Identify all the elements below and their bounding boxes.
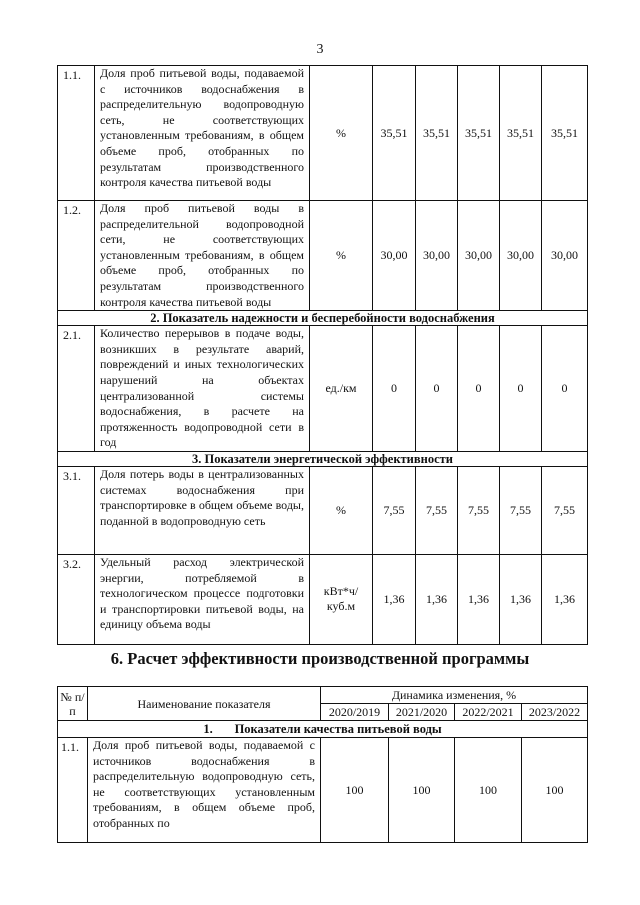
row-number: 2.1.	[58, 326, 95, 452]
page-number: 3	[316, 42, 324, 57]
row-number: 3.2.	[58, 554, 95, 644]
value-cell: 100	[522, 738, 588, 843]
value-cell: 0	[542, 326, 588, 452]
header-year: 2022/2021	[455, 704, 522, 721]
value-cell: 35,51	[500, 66, 542, 201]
value-cell: 7,55	[500, 466, 542, 554]
value-cell: 30,00	[500, 201, 542, 311]
value-cell: 35,51	[416, 66, 458, 201]
value-cell: 35,51	[458, 66, 500, 201]
value-cell: 7,55	[373, 466, 416, 554]
value-cell: 35,51	[542, 66, 588, 201]
value-cell: 100	[455, 738, 522, 843]
value-cell: 7,55	[458, 466, 500, 554]
row-number: 3.1.	[58, 466, 95, 554]
value-cell: 1,36	[542, 554, 588, 644]
efficiency-table	[57, 686, 588, 843]
table-row	[58, 201, 588, 311]
row-number: 1.1.	[58, 738, 88, 843]
value-cell: 7,55	[416, 466, 458, 554]
header-number: № п/п	[58, 687, 88, 721]
table-row	[58, 738, 588, 843]
value-cell: 1,36	[373, 554, 416, 644]
value-cell: 7,55	[542, 466, 588, 554]
unit-cell: кВт*ч/ куб.м	[310, 554, 373, 644]
table-row	[58, 466, 588, 554]
value-cell: 35,51	[373, 66, 416, 201]
header-row	[58, 687, 588, 704]
indicator-name: Доля проб питьевой воды, подаваемой с источников водоснабжения в распределительную водопроводную сеть, не соответствующих установленным требованиям, в общем объеме проб, отобранных по	[88, 738, 321, 843]
indicators-table	[57, 65, 588, 645]
unit-cell: ед./км	[310, 326, 373, 452]
indicator-name: Доля проб питьевой воды, подаваемой с источников водоснабжения в распределительную водопроводную сеть, не соответствующих установленным требованиям, в общем объеме проб, отобранных по результатам производственного контроля качества питьевой воды	[95, 66, 310, 201]
value-cell: 0	[373, 326, 416, 452]
table-row	[58, 66, 588, 201]
value-cell: 0	[500, 326, 542, 452]
row-number: 1.2.	[58, 201, 95, 311]
header-name: Наименование показателя	[88, 687, 321, 721]
indicator-name: Доля проб питьевой воды в распределительной водопроводной сети, не соответствующих установленным требованиям, в общем объеме проб, отобранных по результатам производственного контроля качества питьевой воды	[95, 201, 310, 311]
value-cell: 1,36	[458, 554, 500, 644]
value-cell: 30,00	[458, 201, 500, 311]
row-number: 1.1.	[58, 66, 95, 201]
value-cell: 1,36	[416, 554, 458, 644]
value-cell: 0	[416, 326, 458, 452]
value-cell: 30,00	[373, 201, 416, 311]
section-row	[58, 311, 588, 326]
header-year: 2023/2022	[522, 704, 588, 721]
value-cell: 100	[321, 738, 389, 843]
unit-cell: %	[310, 201, 373, 311]
value-cell: 1,36	[500, 554, 542, 644]
unit-cell: %	[310, 66, 373, 201]
section-title: 1. Показатели качества питьевой воды	[58, 721, 588, 738]
indicator-name: Доля потерь воды в централизованных системах водоснабжения при транспортировке в общем объеме воды, поданной в водопроводную сеть	[95, 466, 310, 554]
section-heading: 6. Расчет эффективности производственной программы	[110, 649, 530, 668]
table-row	[58, 326, 588, 452]
section-row	[58, 451, 588, 466]
value-cell: 100	[389, 738, 455, 843]
header-year: 2020/2019	[321, 704, 389, 721]
unit-cell: %	[310, 466, 373, 554]
indicator-name: Удельный расход электрической энергии, потребляемой в технологическом процессе подготовки и транспортировки питьевой воды, на единицу объема воды	[95, 554, 310, 644]
value-cell: 30,00	[542, 201, 588, 311]
section-row	[58, 721, 588, 738]
indicator-name: Количество перерывов в подаче воды, возникших в результате аварий, повреждений и иных технологических нарушений на объектах централизованной системы водоснабжения, в расчете на протяженность водопроводной сети в год	[95, 326, 310, 452]
section-title: 3. Показатели энергетической эффективности	[58, 451, 588, 466]
header-year: 2021/2020	[389, 704, 455, 721]
value-cell: 30,00	[416, 201, 458, 311]
header-dynamics: Динамика изменения, %	[321, 687, 588, 704]
section-title: 2. Показатель надежности и бесперебойности водоснабжения	[58, 311, 588, 326]
table-row	[58, 554, 588, 644]
value-cell: 0	[458, 326, 500, 452]
